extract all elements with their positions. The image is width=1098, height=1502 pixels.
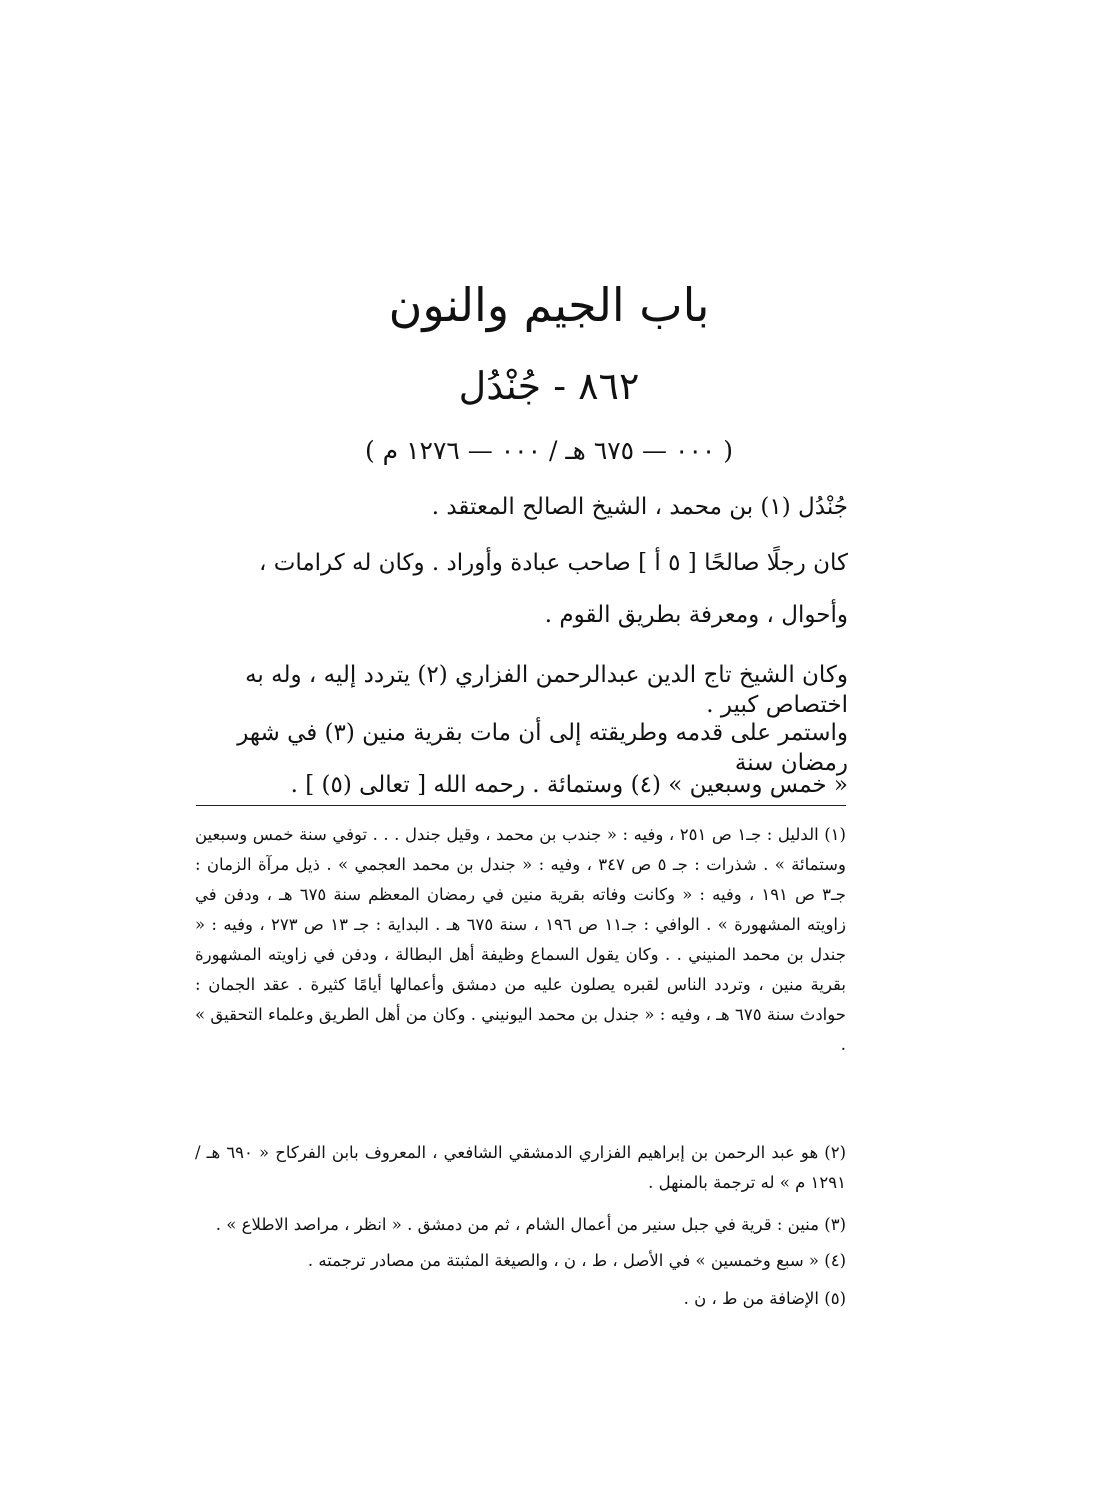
entry-dates: ( ٠٠٠ — ٦٧٥ هـ / ٠٠٠ — ١٢٧٦ م ) [364,436,734,465]
body-line: وكان الشيخ تاج الدين عبدالرحمن الفزاري (٢) يتردد إليه ، وله به اختصاص كبير . [245,662,848,718]
body-line: وأحوال ، ومعرفة بطريق القوم . [544,602,848,628]
entry-heading: ٨٦٢ - جُنْدُل [458,364,640,408]
body-line: « خمس وسبعين » (٤) وستمائة . رحمه الله [ تعالى (٥) ] . [290,772,848,798]
body-line: كان رجلًا صالحًا [ ٥ أ ] صاحب عبادة وأوراد . وكان له كرامات ، [258,550,848,576]
footnote-4: (٤) « سبع وخمسين » في الأصل ، ط ، ن ، والصيغة المثبتة من مصادر ترجمته . [307,1251,846,1270]
body-line: جُنْدُل (١) بن محمد ، الشيخ الصالح المعتقد . [431,494,848,520]
chapter-title: باب الجيم والنون [388,278,710,332]
footnote-separator [196,805,846,806]
footnote-5: (٥) الإضافة من ط ، ن . [683,1289,846,1308]
footnote-3: (٣) منين : قرية في جبل سنير من أعمال الشام ، ثم من دمشق . « انظر ، مراصد الاطلاع » . [215,1215,846,1234]
body-line: واستمر على قدمه وطريقته إلى أن مات بقرية منين (٣) في شهر رمضان سنة [237,720,848,776]
footnote-1: (١) الدليل : جـ١ ص ٢٥١ ، وفيه : « جندب بن محمد ، وقيل جندل . . . توفي سنة خمس وسبعين وستمائة » . شذرات : جـ ٥ ص ٣٤٧ ، وفيه : « جندل بن محمد العجمي » . ذيل مرآة الزمان : جـ٣ ص ١٩١ ، وفيه : « وكانت وفاته بقرية منين في رمضان المعظم سنة ٦٧٥ هـ ، ودفن في زاويته المشهورة » . الوافي : جـ١١ ص ١٩٦ ، سنة ٦٧٥ هـ . البداية : جـ ١٣ ص ٢٧٣ ، وفيه : « جندل بن محمد المنيني . . وكان يقول السماع وظيفة أهل البطالة ، ودفن في زاويته المشهورة بقرية منين ، وتردد الناس لقبره يصلون عليه من دمشق وأعمالها أيامًا كثيرة . عقد الجمان : حوادث سنة ٦٧٥ هـ ، وفيه : « جندل بن محمد اليونيني . وكان من أهل الطريق وعلماء التحقيق » . [195,825,847,1054]
footnote-2: (٢) هو عبد الرحمن بن إبراهيم الفزاري الدمشقي الشافعي ، المعروف بابن الفركاح « ٦٩٠ هـ / ١٢٩١ م » له ترجمة بالمنهل . [195,1143,846,1192]
